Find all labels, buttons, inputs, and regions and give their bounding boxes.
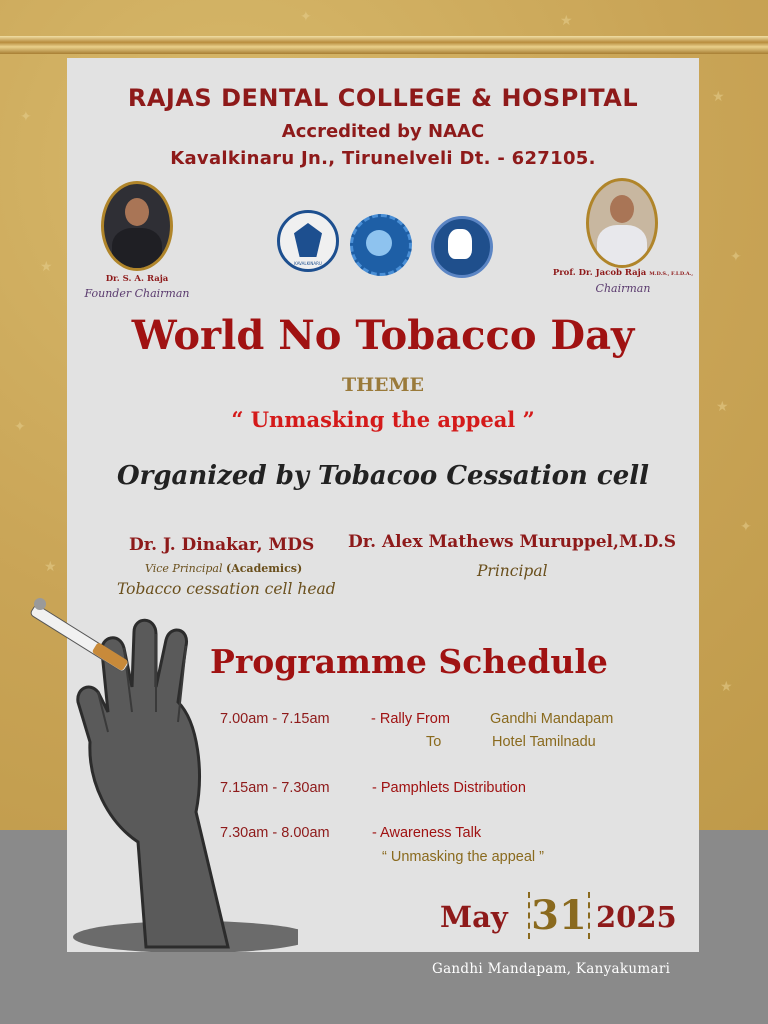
star-icon: ★ [44, 559, 57, 575]
schedule-heading: Programme Schedule [210, 642, 608, 681]
theme-text: “ Unmasking the appeal ” [231, 407, 535, 432]
chairman-name: Prof. Dr. Jacob Raja M.D.S., F.I.D.A., [552, 268, 694, 278]
schedule-place-2: Hotel Tamilnadu [492, 734, 596, 750]
star-icon: ★ [716, 399, 729, 415]
college-emblem-logo [277, 210, 339, 272]
cell-head-role: Vice Principal (Academics) [145, 562, 303, 575]
schedule-activity-3: - Awareness Talk [372, 825, 482, 841]
event-title: World No Tobacco Day [131, 312, 635, 359]
address: Kavalkinaru Jn., Tirunelveli Dt. - 627105. [170, 148, 596, 169]
star-icon: ✦ [20, 109, 32, 125]
accreditation: Accredited by NAAC [281, 121, 485, 142]
star-icon: ★ [560, 13, 573, 29]
date-day: 31 [528, 892, 590, 939]
schedule-time-3: 7.30am - 8.00am [220, 825, 330, 841]
venue: Gandhi Mandapam, Kanyakumari [432, 961, 671, 977]
oral-medicine-logo [431, 216, 493, 278]
chairman-portrait [586, 178, 658, 268]
chairman-qualification: M.D.S., F.I.D.A., [649, 271, 694, 277]
schedule-time-2: 7.15am - 7.30am [220, 780, 330, 796]
chairman-role: Chairman [595, 282, 651, 295]
schedule-activity-1: - Rally From [371, 711, 450, 727]
schedule-place-1: Gandhi Mandapam [490, 711, 614, 727]
star-icon: ✦ [300, 9, 312, 25]
founder-name: Dr. S. A. Raja [105, 274, 169, 284]
theme-label: THEME [341, 374, 425, 396]
schedule-subtitle-3: “ Unmasking the appeal ” [382, 849, 544, 865]
gold-ribbon [0, 36, 768, 54]
emblem-text: KAVALKINARU [294, 261, 322, 266]
schedule-time-1: 7.00am - 7.15am [220, 711, 330, 727]
star-icon: ★ [40, 259, 53, 275]
schedule-activity-2: - Pamphlets Distribution [372, 780, 526, 796]
date-month: May [440, 900, 508, 934]
schedule-connector-1: To [426, 734, 442, 750]
principal-name: Dr. Alex Mathews Muruppel,M.D.S [348, 532, 677, 552]
star-icon: ✦ [730, 249, 742, 265]
founder-role: Founder Chairman [84, 287, 190, 300]
college-name: RAJAS DENTAL COLLEGE & HOSPITAL [127, 84, 639, 112]
cell-head-title: Tobacco cessation cell head [117, 580, 336, 598]
founder-portrait [101, 181, 173, 271]
star-icon: ★ [712, 89, 725, 105]
public-health-dentistry-logo [350, 214, 412, 276]
star-icon: ★ [720, 679, 733, 695]
organizer: Organized by Tobacoo Cessation cell [117, 461, 649, 491]
cell-head-name: Dr. J. Dinakar, MDS [129, 535, 315, 555]
principal-role: Principal [477, 562, 548, 580]
star-icon: ✦ [14, 419, 26, 435]
star-icon: ✦ [740, 519, 752, 535]
date-year: 2025 [596, 900, 677, 934]
